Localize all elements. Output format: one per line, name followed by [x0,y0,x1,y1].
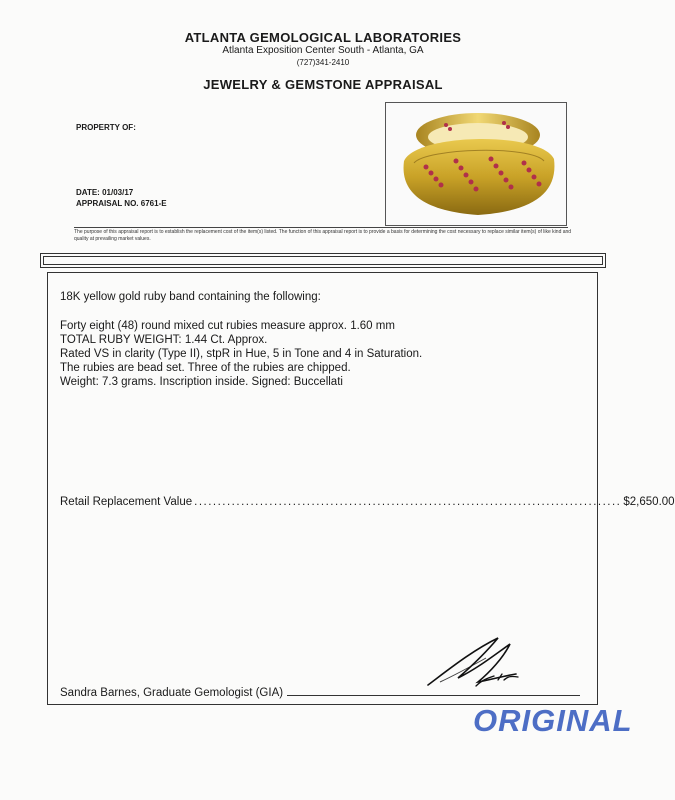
value-amount: $2,650.00 [623,496,675,508]
appraisal-row [76,199,167,208]
gemologist-name: Sandra Barnes, Graduate Gemologist (GIA) [60,687,284,699]
ring-photo [385,102,567,226]
property-label: PROPERTY OF: [76,123,136,132]
item-heading: 18K yellow gold ruby band containing the following: [60,291,321,303]
item-detail-1: Forty eight (48) round mixed cut rubies measure approx. 1.60 mm [60,320,395,332]
decorative-band-inner [43,256,603,265]
appraisal-label: APPRAISAL NO. [76,199,139,208]
original-stamp: ORIGINAL [473,703,633,738]
signature-rule [287,685,580,696]
item-detail-4: The rubies are bead set. Three of the rubies are chipped. [60,362,351,374]
document-title: JEWELRY & GEMSTONE APPRAISAL [203,77,443,92]
item-detail-3: Rated VS in clarity (Type II), stpR in Hue, 5 in Tone and 4 in Saturation. [60,348,423,360]
date-value: 01/03/17 [102,188,134,197]
date-row [76,188,133,197]
lab-name: ATLANTA GEMOLOGICAL LABORATORIES [184,30,462,45]
ruby-band-image [386,103,566,225]
purpose-statement: The purpose of this appraisal report is to establish the replacement cost of the item(s) listed. The function of this appraisal report is to provide a basis for determining the cost necessary to replace similar item(s) of like kind and quality at prevailing market values. [74,229,572,242]
value-label: Retail Replacement Value [60,496,193,508]
lab-phone: (727)341-2410 [296,58,350,67]
item-detail-5: Weight: 7.3 grams. Inscription inside. Signed: Buccellati [60,376,343,388]
value-leader-dots: ........................................................................................... [194,496,622,508]
lab-address: Atlanta Exposition Center South - Atlanta, GA [222,45,424,56]
purpose-top-rule [74,227,568,228]
item-detail-2: TOTAL RUBY WEIGHT: 1.44 Ct. Approx. [60,334,268,346]
date-label: DATE: [76,188,100,197]
replacement-value-row [60,496,675,508]
handwritten-signature [418,630,528,692]
signature-row [60,685,580,699]
appraisal-value: 6761-E [140,199,167,208]
